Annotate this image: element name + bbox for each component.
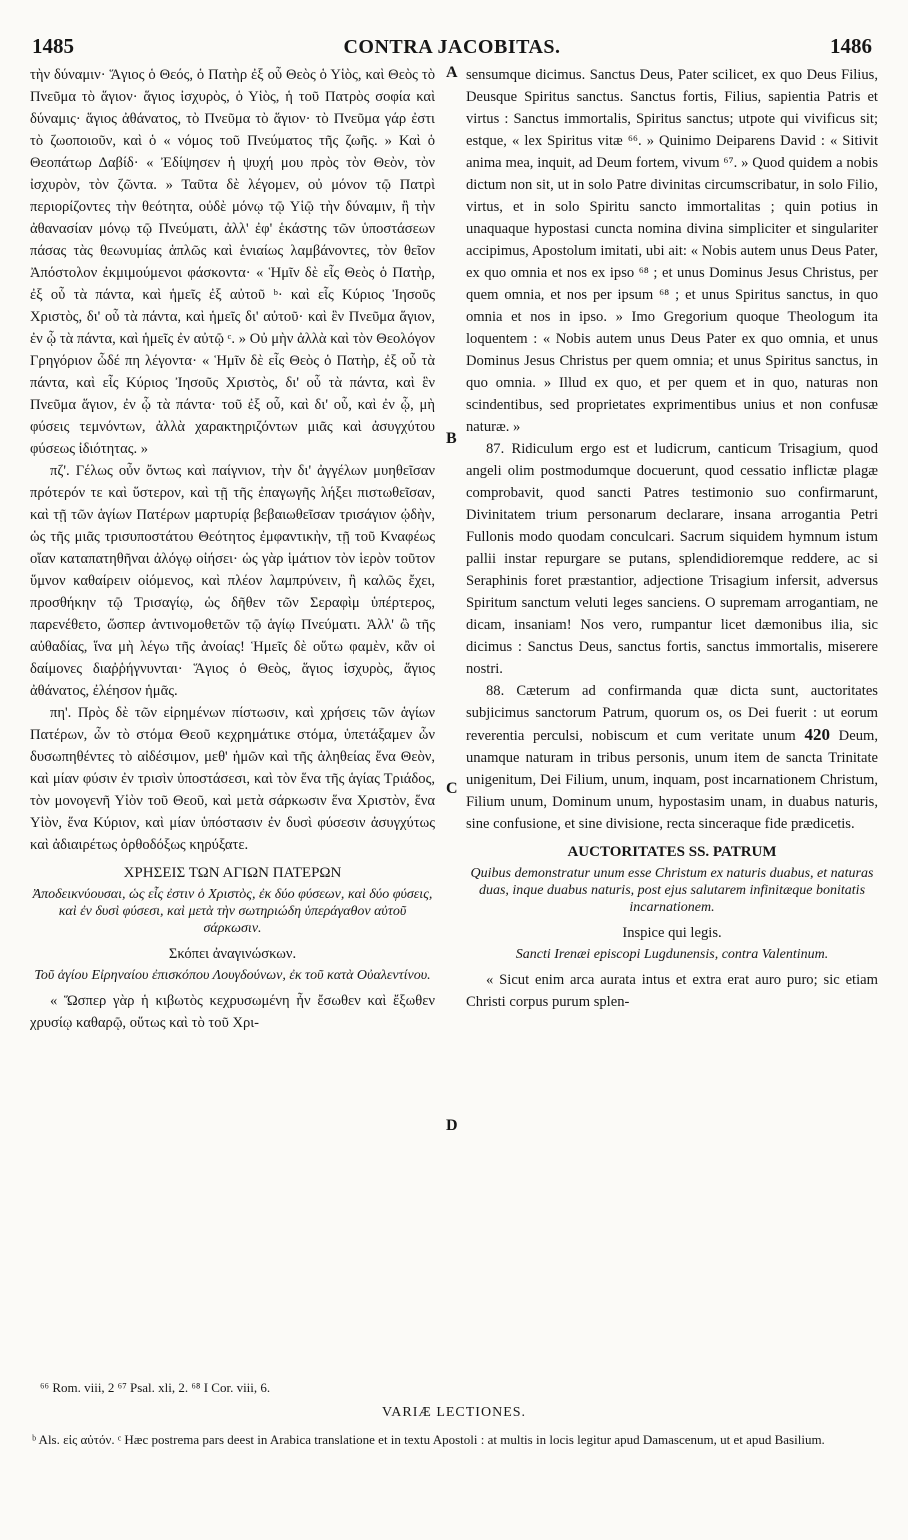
greek-source-title: Τοῦ ἁγίου Εἰρηναίου ἐπισκόπου Λουγδούνων, ἐκ τοῦ κατὰ Οὐαλεντίνου. [34, 968, 431, 983]
latin-paragraph-1: sensumque dicimus. Sanctus Deus, Pater scilicet, ex quo Deus Filius, Deusque Spiritus sanctus. Sanctus fortis, Filius, sapientia Patris et virtus : Sanctus immortalis, Spiritus sanctus; utpote qui vivificus sit; estque, « lex Spiritus vitæ ⁶⁶. » Quinimo Deiparens David : « Sitivit anima mea, inquit, ad Deum fortem, vivum ⁶⁷. » Quod quidem a nobis dictum non sit, ut in solo Patre divinitas circumscribatur, in solo Filio, virtus, et in solo Spiritu sancto immortalitas ; quin potius in unaquaque hypostasi cuncta nomina divina simpliciter et singulariter accipimus, Apostolum imitati, ubi ait: « Nobis autem unus Deus Pater, ex quo omnia et nos ex ipso ⁶⁸ ; et unus Dominus Jesus Christus, per quem omnia, et nos per ipsum ⁶⁸ ; et unus Spiritus sanctus, in quo omnia et nos in ipso. » Imo Gregorium quoque Theologum ita loquentem : « Nobis autem unus Deus Pater ex quo omnia, et unus Dominus Jesus Christus per quem omnia; et unus Spiritus sanctus, in quo omnia. » Illud ex quo, et per quem et in quo, naturas non scindentibus, sed proprietates exprimentibus unius et non confusæ naturæ. » [466, 67, 878, 435]
margin-marker-c: C [446, 780, 458, 797]
latin-paragraph-88-start: 88. Cæterum ad confirmanda quæ dicta sunt, auctoritates subjicimus sanctorum Patrum, quorum os, os Dei fuerit : ut eorum reverentia perculsi, nobiscum et cum veritate unum [466, 683, 878, 744]
latin-paragraph-88 [466, 680, 878, 835]
greek-paragraph-1: τὴν δύναμιν· Ἅγιος ὁ Θεός, ὁ Πατὴρ ἐξ οὗ Θεὸς ὁ Υἱὸς, καὶ Θεὸς τὸ Πνεῦμα τὸ ἅγιον· ἅγιος ἰσχυρὸς, ὁ Υἱὸς, ἡ τοῦ Πατρὸς σοφία καὶ δύναμις· ἅγιος ἀθάνατος, τὸ Πνεῦμα τὸ ἅγιον· τὸ Πνεῦμα γάρ ἐστι τὸ ζωοποιοῦν, καὶ ὁ « νόμος τοῦ Πνεύματος τῆς ζωῆς. » Καὶ ὁ Θεοπάτωρ Δαβίδ· « Ἐδίψησεν ἡ ψυχή μου πρὸς τὸν Θεὸν, τὸν ἰσχυρὸν, τὸν ζῶντα. » Ταῦτα δὲ λέγομεν, οὐ μόνον τῷ Πατρὶ περιορίζοντες τὴν θεότητα, οὐδὲ μόνῳ τῷ Υἱῷ τὴν δύναμιν, ἢ τὴν ἀθανασίαν μόνῳ τῷ Πνεύματι, ἀλλ' ἐφ' ἑκάστης τῶν ὑποστάσεων πάσας τὰς θεωνυμίας ἁπλῶς καὶ ἑνιαίως λαμβάνοντες, τὸν θεῖον Ἀπόστολον ἐκμιμούμενοι φάσκοντα· « Ἡμῖν δὲ εἷς Θεὸς ὁ Πατὴρ, ἐξ οὗ τὰ πάντα, καὶ ἡμεῖς ἐξ αὐτοῦ ᵇ· καὶ εἷς Κύριος Ἰησοῦς Χριστὸς, δι' οὗ τὰ πάντα, καὶ ἡμεῖς δι' αὐτοῦ· καὶ ἓν Πνεῦμα ἅγιον, ἐν ᾧ τὰ πάντα, καὶ ἡμεῖς ἐν αὐτῷ ᶜ. » Οὐ μὴν ἀλλὰ καὶ τὸν Θεολόγον Γρηγόριον ὧδέ πη λέγοντα· « Ἡμῖν δὲ εἷς Θεὸς ὁ Πατὴρ, ἐξ οὗ τὰ πάντα, καὶ εἷς Κύριος Ἰησοῦς Χριστὸς, δι' οὗ τὰ πάντα, καὶ ἓν Πνεῦμα ἅγιον, ἐν ᾧ τὰ πάντα· τοῦ ἐξ οὗ, καὶ δι' οὗ, καὶ ἐν ᾧ, μὴ φύσεις τεμνόντων, ἀλλὰ χαρακτηριζόντων μιᾶς καὶ ἀσυγχύτου φύσεως ἰδιότητας. » [30, 67, 435, 457]
latin-section-heading: AUCTORITATES SS. PATRUM [567, 844, 777, 860]
variant-readings-title: VARIÆ LECTIONES. [381, 1405, 527, 1420]
greek-section-heading: ΧΡΗΣΕΙΣ ΤΩΝ ΑΓΙΩΝ ΠΑΤΕΡΩΝ [123, 865, 342, 881]
page-number-left: 1485 [32, 34, 74, 58]
footnote-refs: ⁶⁶ Rom. viii, 2 ⁶⁷ Psal. xli, 2. ⁶⁸ I Cor. viii, 6. [40, 1380, 271, 1395]
column-number: 420 [804, 725, 830, 744]
page-number-right: 1486 [830, 34, 872, 58]
margin-marker-d: D [446, 1117, 458, 1134]
latin-paragraph-87: 87. Ridiculum ergo est et ludicrum, canticum Trisagium, quod angeli olim postmodumque docuerunt, quod cessatio inflictæ plagæ comprobavit, quod sancti Patres testimonio suo confirmarunt, Divinitatem trium personarum declarare, insana arrogantia Petri Fullonis modo quodam conculcari. Sacrum siquidem hymnum istum pallii instar repurgare se putans, splendidioremque reddere, ac si Seraphinis foret præstantior, adjectione Trisagium infersit, adversus Spiritum sanctum veluti leges sanciens. O supremam arrogantiam, ne dicam, insaniam! Nos vero, rumpantur licet dæmonibus ilia, sic dicimus : Sanctus Deus, sanctus fortis, sanctus immortalis, miserere nostri. [466, 441, 878, 677]
latin-section-subtitle: Quibus demonstratur unum esse Christum ex naturis duabus, et naturas duas, inque duabus naturis, post ejus salutarem infinitæque bonitatis incarnationem. [470, 866, 874, 915]
latin-paragraph-88-end: Deum, unamque naturam in tribus personis, unum item de sancta Trinitate unigenitum, Dei Filium, unum, inquam, post incarnationem Christum, Filium unum, Dominum unum, hypostasim unam, in duabus naturis, sine confusione, et sine divisione, recta sinceraque fide prædicetis. [466, 728, 878, 832]
margin-marker-a: A [446, 64, 458, 81]
latin-column [466, 64, 878, 1013]
greek-section-subtitle: Ἀποδεικνύουσαι, ὡς εἷς ἐστιν ὁ Χριστὸς, ἐκ δύο φύσεων, καὶ δύο φύσεις, καὶ ἐν δυσὶ φύσεσι, καὶ μετὰ τὴν σωτηριώδη ὑπεράγαθον αὐτοῦ σάρκωσιν. [32, 887, 433, 936]
page-header [32, 34, 872, 60]
greek-column [30, 64, 435, 1034]
latin-source-title: Sancti Irenæi episcopi Lugdunensis, contra Valentinum. [515, 947, 829, 962]
running-title: CONTRA JACOBITAS. [343, 36, 561, 58]
latin-reader-note: Inspice qui legis. [622, 925, 722, 941]
greek-reader-note: Σκόπει ἀναγινώσκων. [168, 946, 297, 962]
greek-paragraph-87: πζ'. Γέλως οὖν ὄντως καὶ παίγνιον, τὴν δι' ἀγγέλων μυηθεῖσαν πρότερόν τε καὶ ὕστερον, καὶ τῇ τῆς ἐπαγωγῆς λήξει πιστωθεῖσαν, καὶ τῇ τῶν ἁγίων Πατέρων μαρτυρίᾳ βεβαιωθεῖσαν τρισάγιον ᾠδὴν, ὡς τῆς μιᾶς τρισυποστάτου Θεότητος ἐμφαντικὴν, τῇ τοῦ Κναφέως οἴαν καταπατηθῆναι ἀλόγῳ οἰήσει· ὡς γὰρ ἱμάτιον τὸν ἱερὸν τοῦτον ὕμνον καθαίρειν οἰόμενος, καὶ πλέον λαμπρύνειν, ἢ καλῶς ἔχει, προσθήκην τῷ Τρισαγίῳ, ὡς δῆθεν τῶν Σεραφὶμ ὑπέρτερος, παρενέθετο, ὥσπερ ἀντινομοθετῶν τῷ ἁγίῳ Πνεύματι. Ἀλλ' ὢ τῆς αὐθαδίας, ἵνα μὴ λέγω τῆς ἀνοίας! Ἡμεῖς δὲ οὕτω φαμὲν, κἂν οἱ δαίμονες διαῤῥήγνυνται· Ἅγιος ὁ Θεὸς, ἅγιος ἰσχυρὸς, ἅγιος ἀθάνατος, ἐλέησον ἡμᾶς. [30, 463, 435, 699]
greek-quote: « Ὥσπερ γὰρ ἡ κιβωτὸς κεχρυσωμένη ἦν ἔσωθεν καὶ ἔξωθεν χρυσίῳ καθαρῷ, οὕτως καὶ τὸ τοῦ Χρι- [30, 993, 435, 1031]
latin-quote: « Sicut enim arca aurata intus et extra erat auro puro; sic etiam Christi corpus purum splen- [466, 972, 878, 1010]
margin-marker-b: B [446, 430, 457, 447]
greek-paragraph-88: πη'. Πρὸς δὲ τῶν εἰρημένων πίστωσιν, καὶ χρήσεις τῶν ἁγίων Πατέρων, ὧν τὸ στόμα Θεοῦ κεχρημάτικε στόμα, ὑπετάξαμεν ὧν δυσωπηθέντες τὸ αἰδέσιμον, μεθ' ἡμῶν καὶ τῆς ἀληθείας ἕνα Θεὸν, καὶ μίαν φύσιν ἐν τρισὶν ὑποστάσεσι, καὶ τὸν ἕνα τῆς ἁγίας Τριάδος, τὸν μονογενῆ Υἱὸν τοῦ Θεοῦ, καὶ μετὰ σάρκωσιν ἕνα Χριστὸν, ἕνα Υἱὸν, ἕνα Κύριον, καὶ μίαν ὑπόστασιν ἐν δυσὶ φύσεσιν ἀσυγχύτως καὶ ἀδιαιρέτως ὀρθοδόξως κηρύξατε. [30, 705, 435, 853]
variant-readings-text: ᵇ Als. εἰς αὐτόν. ᶜ Hæc postrema pars deest in Arabica translatione et in textu Apostoli : at multis in locis legitur apud Damascenum, ut et apud Basilium. [32, 1432, 825, 1447]
